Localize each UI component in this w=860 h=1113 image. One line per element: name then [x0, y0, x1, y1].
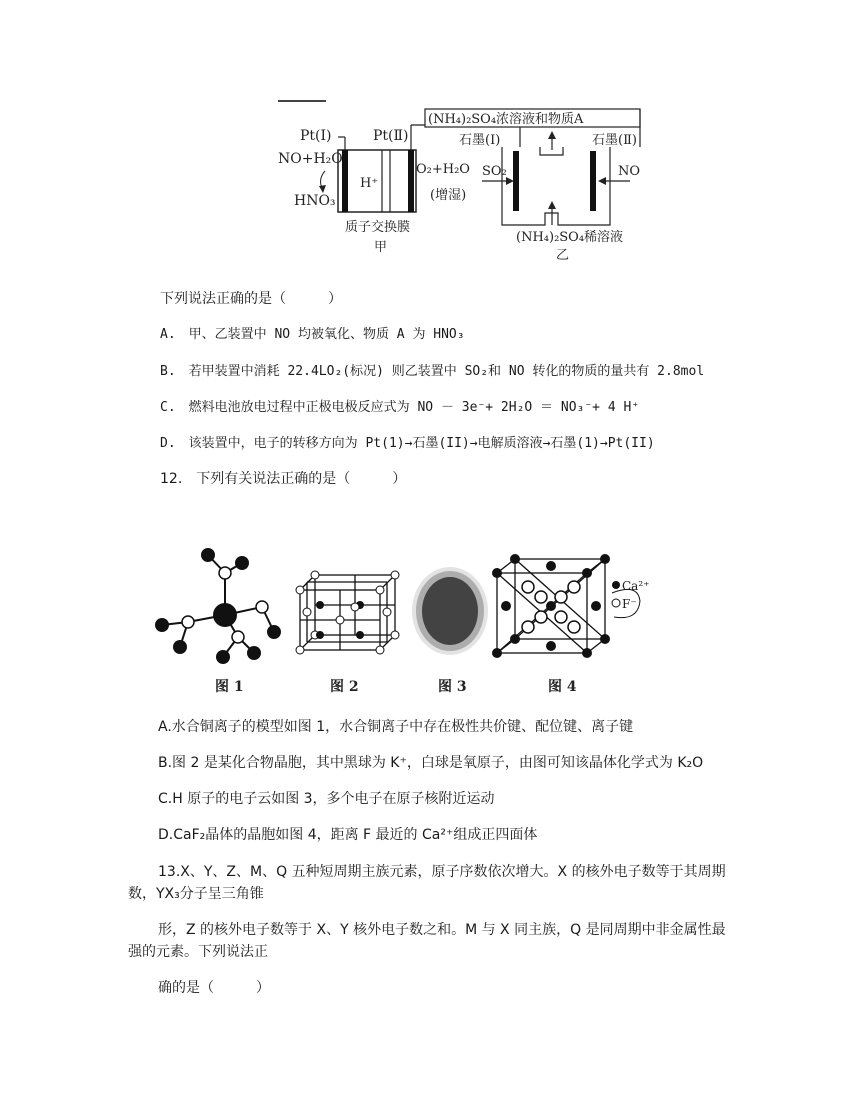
- fig2-caption: 图 2: [330, 679, 359, 695]
- pt1-label: Pt(Ⅰ): [300, 128, 332, 144]
- up-arrow-in: [548, 201, 556, 209]
- q13-line-3: 形，Z 的核外电子数等于 X、Y 核外电子数之和。M 与 X 同主族，Q 是同周期中非金属性最: [158, 922, 726, 938]
- fuel-cell-diagram: [270, 95, 650, 275]
- q13-line-5: 确的是（ ）: [158, 980, 270, 996]
- graphite2-electrode: [590, 151, 596, 211]
- cu-atom: [213, 603, 237, 627]
- q13-line-4: 强的元素。下列说法正: [128, 944, 268, 960]
- legend-ca-label: Ca²⁺: [622, 579, 650, 593]
- so2-label: SO₂: [482, 164, 507, 179]
- q13-line-2: 数，YX₃分子呈三角锥: [128, 886, 264, 902]
- q12-stem: 12. 下列有关说法正确的是（ ）: [160, 471, 407, 487]
- figure-1-hydrated-copper: [155, 548, 281, 664]
- no-label: NO: [618, 164, 641, 179]
- figure-3-electron-cloud: [412, 567, 488, 655]
- so2-arrow: [506, 177, 514, 185]
- fig3-caption: 图 3: [438, 679, 467, 695]
- q11-option-a: A. 甲、乙装置中 NO 均被氧化、物质 A 为 HNO₃: [160, 327, 465, 342]
- fig4-caption: 图 4: [548, 679, 577, 695]
- q12-figures: [150, 545, 650, 700]
- pt1-electrode: [342, 150, 348, 212]
- yi-label: 乙: [556, 248, 570, 263]
- q11-option-b: B. 若甲装置中消耗 22.4LO₂(标况) 则乙装置中 SO₂和 NO 转化的物质的量共有 2.8mol: [160, 364, 705, 379]
- fig1-caption: 图 1: [215, 679, 244, 695]
- hno3-label: HNO₃: [294, 193, 336, 209]
- legend-f-label: F⁻: [622, 597, 637, 611]
- graphite2-label: 石墨(Ⅱ): [592, 133, 637, 148]
- legend-f-marker: [612, 599, 620, 607]
- humidify-label: (增湿): [430, 188, 467, 203]
- bottom-solution-label: (NH₄)₂SO₄稀溶液: [516, 230, 624, 245]
- top-solution-label: (NH₄)₂SO₄浓溶液和物质A: [428, 112, 584, 127]
- q12-option-c: C.H 原子的电子云如图 3，多个电子在原子核附近运动: [158, 791, 495, 807]
- graphite1-label: 石墨(Ⅰ): [459, 133, 501, 148]
- jia-label: 甲: [374, 240, 388, 255]
- legend-ca-marker: [612, 581, 620, 589]
- o2-h2o-label: O₂+H₂O: [416, 162, 470, 177]
- q12-option-d: D.CaF₂晶体的晶胞如图 4，距离 F 最近的 Ca²⁺组成正四面体: [158, 827, 538, 843]
- up-arrow-out: [548, 131, 556, 139]
- q13-line-1: 13.X、Y、Z、M、Q 五种短周期主族元素，原子序数依次增大。X 的核外电子数等于其周期: [158, 864, 726, 880]
- q11-option-d: D. 该装置中，电子的转移方向为 Pt(1)→石墨(II)→电解质溶液→石墨(1)→Pt(II): [160, 436, 655, 451]
- h-plus-label: H⁺: [360, 176, 379, 191]
- pt2-label: Pt(Ⅱ): [373, 128, 409, 144]
- q12-option-a: A.水合铜离子的模型如图 1，水合铜离子中存在极性共价键、配位键、离子键: [158, 719, 634, 735]
- pt2-electrode: [408, 150, 414, 212]
- q11-stem: 下列说法正确的是（ ）: [160, 291, 342, 307]
- membrane-label: 质子交换膜: [345, 220, 411, 235]
- no-arrow: [598, 177, 606, 185]
- q11-option-c: C. 燃料电池放电过程中正极电极反应式为 NO － 3e⁻+ 2H₂O ＝ NO₃⁻+ 4 H⁺: [160, 400, 640, 415]
- q12-option-b: B.图 2 是某化合物晶胞，其中黑球为 K⁺，白球是氧原子，由图可知该晶体化学式为 K₂O: [158, 755, 704, 771]
- no-h2o-label: NO+H₂O: [278, 151, 343, 167]
